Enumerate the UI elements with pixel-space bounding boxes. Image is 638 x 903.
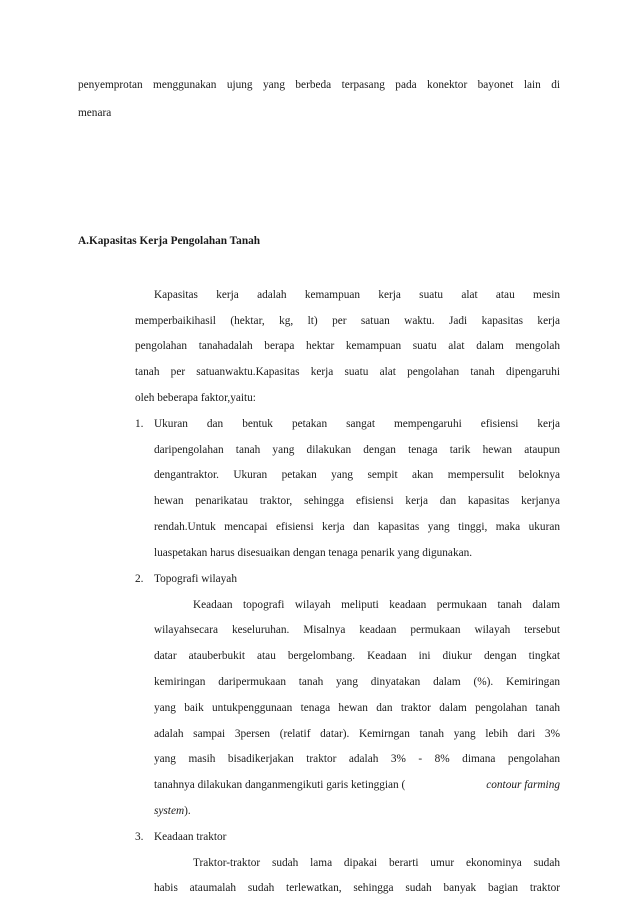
list-item-line: rendah.Untuk mencapai efisiensi kerja dan kapasitas yang tinggi, maka ukuran (154, 521, 560, 533)
list-item-line: dengantraktor. Ukuran petakan yang sempit akan mempersulit beloknya (154, 469, 560, 481)
section-heading: A.Kapasitas Kerja Pengolahan Tanah (78, 235, 261, 247)
list-item-line-mixed (154, 778, 560, 793)
italic-term: system (154, 805, 185, 817)
list-item-line: adalah sampai 3persen (relatif datar). Kemirngan tanah yang lebih dari 3% (154, 728, 560, 740)
list-number: 2. (135, 573, 144, 585)
list-item-line: kemiringan daripermukaan tanah yang dinyatakan dalam (%). Kemiringan (154, 676, 560, 688)
paragraph-line: memperbaikihasil (hektar, kg, lt) per satuan waktu. Jadi kapasitas kerja (135, 315, 560, 327)
list-item-line: datar atauberbukit atau bergelombang. Keadaan ini diukur dengan tingkat (154, 650, 560, 662)
list-item-line: yang masih bisadikerjakan traktor adalah 3% - 8% dimana pengolahan (154, 753, 560, 765)
paragraph-line: tanah per satuanwaktu.Kapasitas kerja suatu alat pengolahan tanah dipengaruhi (135, 366, 560, 378)
paragraph-line: oleh beberapa faktor,yaitu: (135, 392, 256, 404)
list-item-line-last (154, 804, 191, 819)
list-item-line: wilayahsecara keseluruhan. Misalnya keadaan permukaan wilayah tersebut (154, 624, 560, 636)
intro-line-2: menara (78, 107, 112, 119)
list-item-title: Keadaan traktor (154, 831, 227, 843)
list-number: 1. (135, 418, 144, 430)
list-item-line: daripengolahan tanah yang dilakukan dengan tenaga tarik hewan ataupun (154, 444, 560, 456)
paragraph-line: Kapasitas kerja adalah kemampuan kerja suatu alat atau mesin (154, 289, 560, 301)
closing-paren: ). (184, 805, 191, 817)
italic-term: contour farming (486, 779, 560, 791)
list-item-line: luaspetakan harus disesuaikan dengan tenaga penarik yang digunakan. (154, 547, 473, 559)
intro-line-1: penyemprotan menggunakan ujung yang berbeda terpasang pada konektor bayonet lain di (78, 79, 560, 91)
paragraph-line: pengolahan tanahadalah berapa hektar kemampuan suatu alat dalam mengolah (135, 340, 560, 352)
list-number: 3. (135, 831, 144, 843)
list-item-line: yang baik untukpenggunaan tenaga hewan dan traktor dalam pengolahan tanah (154, 702, 560, 714)
list-item-line: tanahnya dilakukan danganmengikuti garis ketinggian ( (154, 779, 406, 791)
list-item-line: Keadaan topografi wilayah meliputi keadaan permukaan tanah dalam (193, 599, 560, 611)
list-item-title: Topografi wilayah (154, 573, 237, 585)
list-item-line: Ukuran dan bentuk petakan sangat mempengaruhi efisiensi kerja (154, 418, 560, 430)
list-item-line: hewan penarikatau traktor, sehingga efisiensi kerja dan kapasitas kerjanya (154, 495, 560, 507)
list-item-line: habis ataumalah sudah terlewatkan, sehingga sudah banyak bagian traktor (154, 882, 560, 894)
list-item-line: Traktor-traktor sudah lama dipakai berarti umur ekonominya sudah (193, 857, 560, 869)
